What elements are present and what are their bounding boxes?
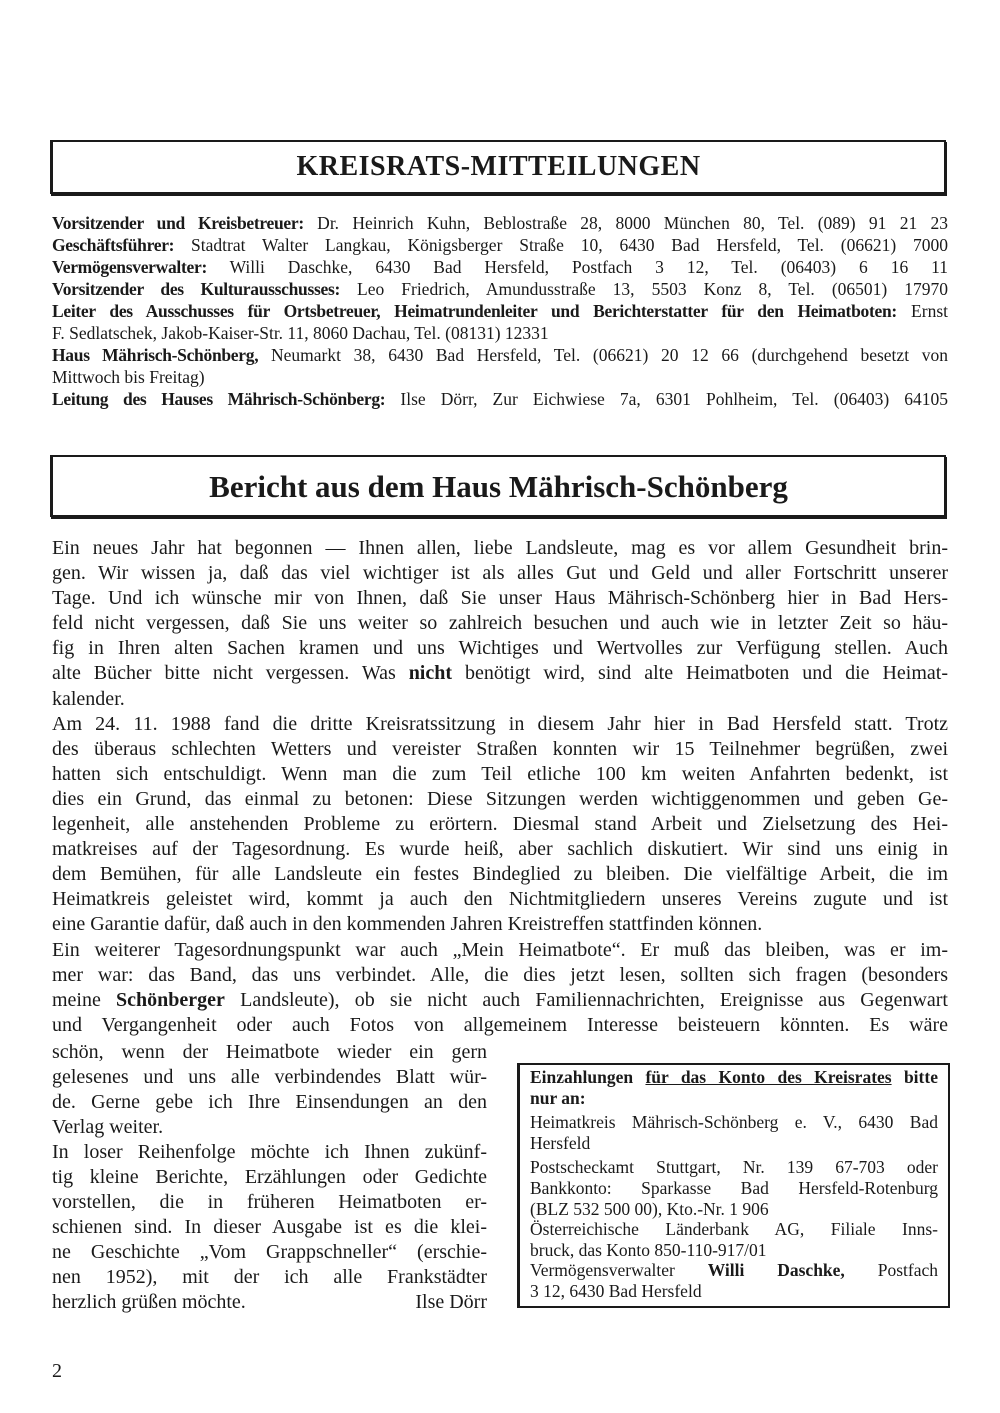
text-line [52, 988, 948, 1013]
text-segment: Mittwoch bis Freitag) [52, 367, 205, 387]
text-segment: meine [52, 988, 117, 1011]
text-segment: Bankkonto: Sparkasse Bad Hersfeld-Rotenburg [530, 1177, 938, 1198]
text-line [52, 1265, 487, 1290]
text-segment: tig kleine Berichte, Erzählungen oder Gedichte [52, 1166, 487, 1188]
text-segment: Ein neues Jahr hat begonnen — Ihnen allen, liebe Landsleute, mag es vor allem Gesundheit brin- [52, 537, 948, 559]
emphasized-text: nur an: [530, 1087, 586, 1108]
text-segment: des überaus schlechten Wetters und vereister Straßen konnten wir 15 Teilnehmer begrüßen, zwei [52, 737, 948, 760]
text-line [530, 1157, 938, 1178]
emphasized-text: Vorsitzender des Kulturausschusses: [52, 279, 341, 299]
left-column-lines [52, 1040, 487, 1290]
page-number: 2 [52, 1360, 62, 1382]
text-segment: schön, wenn der Heimatbote wieder ein gern [52, 1041, 487, 1063]
text-line [52, 661, 948, 686]
text-line [52, 812, 948, 837]
text-segment: F. Sedlatschek, Jakob-Kaiser-Str. 11, 8060 Dachau, Tel. (08131) 12331 [52, 323, 549, 343]
section-title: Bericht aus dem Haus Mährisch-Schönberg [209, 469, 788, 504]
text-segment: Dr. Heinrich Kuhn, Beblostraße 28, 8000 München 80, Tel. (089) 91 21 23 [303, 213, 948, 233]
emphasized-text: nicht [408, 662, 453, 685]
text-segment: Postscheckamt Stuttgart, Nr. 139 67-703 oder [530, 1157, 938, 1178]
article-body [52, 536, 948, 1038]
text-line [52, 344, 948, 366]
text-segment: mer war: das Band, das uns verbindet. Alle, die dies jetzt lesen, sollten sich fragen (besonders [52, 963, 948, 986]
text-line [52, 366, 948, 388]
text-segment: bruck, das Konto 850-110-917/01 [530, 1239, 767, 1260]
emphasized-text: Haus Mährisch-Schönberg, [52, 345, 259, 365]
text-line [52, 561, 948, 586]
text-segment: und Vergangenheit oder auch Fotos von allgemeinem Interesse beisteuern könnten. Es wäre [52, 1013, 948, 1036]
text-line [52, 762, 948, 787]
text-segment: Hersfeld [530, 1132, 591, 1153]
emphasized-text: Geschäftsführer: [52, 235, 175, 255]
text-line [52, 636, 948, 661]
text-segment: In loser Reihenfolge möchte ich Ihnen zukünf- [52, 1141, 487, 1163]
text-segment: Am 24. 11. 1988 fand die dritte Kreisratssitzung in diesem Jahr hier in Bad Hersfeld statt. Trotz [52, 712, 948, 735]
text-line [52, 1190, 487, 1215]
text-line [530, 1199, 938, 1220]
text-segment: nen 1952), mit der ich alle Frankstädter [52, 1266, 487, 1288]
text-segment: Verlag weiter. [52, 1116, 164, 1138]
text-line [52, 1140, 487, 1165]
text-line [52, 1040, 487, 1065]
text-segment: (BLZ 532 500 00), Kto.-Nr. 1 906 [530, 1198, 769, 1219]
emphasized-text: Einzahlungen [530, 1067, 646, 1087]
text-line [530, 1178, 938, 1199]
text-line [52, 887, 948, 912]
text-segment: gen. Wir wissen ja, daß das viel wichtiger ist als alles Gut und Geld und aller Fortschritt unserer [52, 562, 948, 585]
emphasized-text: Schönberger [116, 988, 225, 1011]
text-line [52, 1240, 487, 1265]
text-segment: schienen sind. In dieser Ausgabe ist es die klei- [52, 1216, 487, 1238]
section-heading-kreisrats-mitteilungen [50, 140, 946, 194]
text-line [52, 1090, 487, 1115]
text-line [52, 687, 948, 712]
signature: Ilse Dörr [415, 1291, 487, 1313]
text-segment: legenheit, alle anstehenden Probleme zu erörtern. Diesmal stand Arbeit und Zielsetzung des Hei- [52, 813, 948, 836]
text-line [52, 963, 948, 988]
emphasized-text: Leitung des Hauses Mährisch-Schönberg: [52, 389, 386, 409]
text-line [530, 1133, 938, 1154]
text-line [52, 862, 948, 887]
text-line [530, 1112, 938, 1133]
text-line [52, 322, 948, 344]
text-line [52, 1013, 948, 1038]
emphasized-text: für das Konto des Kreisrates [645, 1067, 892, 1087]
text-line [52, 611, 948, 636]
text-line [52, 712, 948, 737]
text-segment: Heimatkreis geleistet wird, kommt ja auch den Nichtmitgliedern unseres Vereins zugute und ist [52, 888, 948, 911]
text-segment: ne Geschichte „Vom Grappschneller“ (erschie- [52, 1241, 487, 1263]
text-line [52, 787, 948, 812]
text-line [52, 837, 948, 862]
text-line [52, 212, 948, 234]
text-segment: dies ein Grund, das einmal zu betonen: Diese Sitzungen werden wichtiggenommen und geben Ge- [52, 787, 948, 810]
text-segment: Ein weiterer Tagesordnungspunkt war auch „Mein Heimatbote“. Er muß das bleiben, was er im- [52, 938, 948, 961]
text-segment: Tage. Und ich wünsche mir von Ihnen, daß Sie unser Haus Mährisch-Schönberg hier in Bad Hers- [52, 587, 948, 610]
text-segment: Heimatkreis Mährisch-Schönberg e. V., 6430 Bad [530, 1112, 938, 1133]
text-line [52, 256, 948, 278]
text-segment: hatten sich entschuldigt. Wenn man die zum Teil etliche 100 km weiten Anfahrten bedenkt, ist [52, 762, 948, 785]
text-segment: feld nicht vergessen, daß Sie uns weiter so zahlreich besuchen und auch wie in letzter Zeit so häu- [52, 612, 948, 635]
emphasized-text: bitte [891, 1067, 938, 1087]
section-title: KREISRATS-MITTEILUNGEN [296, 151, 701, 182]
text-line [52, 938, 948, 963]
text-segment: eine Garantie dafür, daß auch in den kommenden Jahren Kreistreffen stattfinden können. [52, 913, 763, 936]
text-segment: Stadtrat Walter Langkau, Königsberger Straße 10, 6430 Bad Hersfeld, Tel. (06621) 7000 [174, 235, 948, 255]
text-segment: gelesenes und uns alle verbindendes Blatt wür- [52, 1066, 487, 1088]
text-line [52, 388, 948, 410]
text-segment: Willi Daschke, 6430 Bad Hersfeld, Postfach 3 12, Tel. (06403) 6 16 11 [206, 257, 948, 277]
text-line [52, 536, 948, 561]
article-body-left-column [52, 1040, 487, 1315]
text-segment: kalender. [52, 687, 125, 710]
emphasized-text: Vorsitzender und Kreisbetreuer: [52, 213, 304, 233]
text-segment: dem Bemühen, für alle Landsleute ein festes Bindeglied zu bleiben. Die vielfältige Arbeit, die im [52, 863, 948, 886]
text-line [52, 300, 948, 322]
emphasized-text: Leiter des Ausschusses für Ortsbetreuer, Heimatrundenleiter und Berichterstatter für den Heimatboten: [52, 301, 897, 321]
text-line [52, 912, 948, 937]
text-line [530, 1240, 938, 1261]
text-segment: 3 12, 6430 Bad Hersfeld [530, 1280, 702, 1301]
text-segment: Neumarkt 38, 6430 Bad Hersfeld, Tel. (06621) 20 12 66 (durchgehend besetzt von [258, 345, 948, 365]
emphasized-text: Vermögensverwalter: [52, 257, 207, 277]
emphasized-text: Willi Daschke, [707, 1260, 845, 1281]
text-segment: benötigt wird, sind alte Heimatboten und die Heimat- [452, 662, 948, 685]
contact-list [52, 212, 948, 410]
text-segment: vorstellen, die in früheren Heimatboten er- [52, 1191, 487, 1213]
text-line [52, 737, 948, 762]
text-segment: Vermögensverwalter [530, 1260, 708, 1281]
bank-details-box [517, 1063, 950, 1308]
text-segment: Leo Friedrich, Amundusstraße 13, 5503 Konz 8, Tel. (06501) 17970 [340, 279, 948, 299]
text-segment: Ilse Dörr, Zur Eichwiese 7a, 6301 Pohlheim, Tel. (06403) 64105 [385, 389, 948, 409]
text-line [530, 1281, 938, 1302]
text-segment: de. Gerne gebe ich Ihre Einsendungen an den [52, 1091, 487, 1113]
section-heading-bericht [50, 455, 946, 517]
text-line [52, 278, 948, 300]
text-line [52, 1165, 487, 1190]
text-segment: Ernst [896, 301, 948, 321]
text-segment: fig in Ihren alten Sachen kramen und uns Wichtiges und Wertvolles zur Verfügung stellen. Auch [52, 637, 948, 660]
text-line [530, 1260, 938, 1281]
text-segment: Österreichische Länderbank AG, Filiale Inns- [530, 1219, 938, 1240]
text-segment: Landsleute), ob sie nicht auch Familiennachrichten, Ereignisse aus Gegenwart [224, 988, 948, 1011]
text-segment: matkreises auf der Tagesordnung. Es wurde heiß, aber sachlich diskutiert. Wir sind uns einig in [52, 838, 948, 861]
closing-text: herzlich grüßen möchte. [52, 1291, 246, 1313]
closing-line [52, 1290, 487, 1315]
text-line [52, 586, 948, 611]
text-line [52, 1115, 487, 1140]
text-line [52, 1215, 487, 1240]
text-line [52, 234, 948, 256]
text-line [52, 1065, 487, 1090]
text-line [530, 1067, 938, 1088]
text-segment: alte Bücher bitte nicht vergessen. Was [52, 662, 409, 685]
text-line [530, 1219, 938, 1240]
text-segment: Postfach [844, 1260, 938, 1281]
text-line [530, 1088, 938, 1109]
